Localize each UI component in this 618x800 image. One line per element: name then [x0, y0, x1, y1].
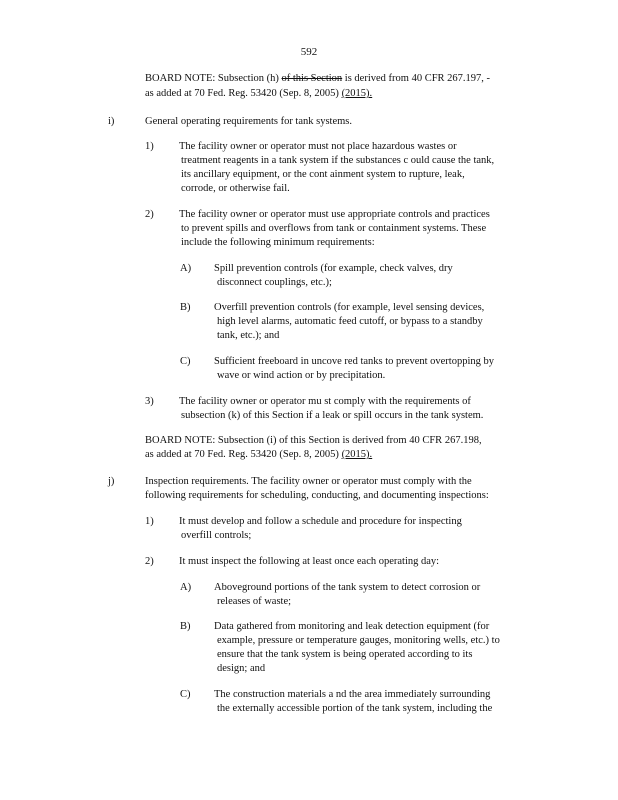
board-note-h-text-a: BOARD NOTE: Subsection (h) — [145, 73, 279, 84]
item-i-2-C-label: C) — [180, 356, 191, 367]
item-i-3-line-1: The facility owner or operator mu st comply with the requirements of — [179, 396, 471, 407]
item-j-2-B-line-3: ensure that the tank system is being operated according to its — [217, 649, 473, 660]
item-i-2-line-3: include the following minimum requirements: — [181, 237, 375, 248]
item-i-1-line-3: its ancillary equipment, or the cont ainment system to rupture, leak, — [181, 169, 465, 180]
item-i-2-label: 2) — [145, 209, 154, 220]
item-j-2-B-line-2: example, pressure or temperature gauges, monitoring wells, etc.) to — [217, 635, 500, 646]
item-i-1-line-2: treatment reagents in a tank system if the substances c ould cause the tank, — [181, 155, 495, 166]
item-i-2-B-label: B) — [180, 302, 191, 313]
board-note-h-line-1 — [145, 73, 490, 85]
item-i-2-line-2: to prevent spills and overflows from tank or containment systems. These — [181, 223, 487, 234]
section-j-label: j) — [108, 476, 115, 487]
item-j-2-A-line-2: releases of waste; — [217, 596, 292, 607]
item-j-2-C-line-2: the externally accessible portion of the tank system, including the — [217, 703, 493, 714]
item-i-1-label: 1) — [145, 141, 154, 152]
board-note-i-amendment-year: (2015). — [341, 449, 373, 460]
board-note-h-citation: as added at 70 Fed. Reg. 53420 (Sep. 8, 2005) — [145, 88, 339, 99]
item-i-2-B-line-3: tank, etc.); and — [217, 330, 280, 341]
board-note-i-line-2 — [145, 449, 372, 461]
board-note-h-line-2 — [145, 88, 372, 100]
item-i-1-line-4: corrode, or otherwise fail. — [181, 183, 290, 194]
item-i-2-B-line-1: Overfill prevention controls (for example, level sensing devices, — [214, 302, 485, 313]
item-i-2-A-line-1: Spill prevention controls (for example, check valves, dry — [214, 263, 453, 274]
item-j-2-line-1: It must inspect the following at least once each operating day: — [179, 556, 440, 567]
board-note-i-citation: as added at 70 Fed. Reg. 53420 (Sep. 8, 2005) — [145, 449, 339, 460]
item-j-2-C-label: C) — [180, 689, 191, 700]
item-j-2-C-line-1: The construction materials a nd the area immediately surrounding — [214, 689, 491, 700]
item-i-2-A-label: A) — [180, 263, 192, 274]
item-i-2-A-line-2: disconnect couplings, etc.); — [217, 277, 332, 288]
item-j-2-A-label: A) — [180, 582, 192, 593]
board-note-h-text-b: is derived from 40 CFR 267.197, - — [344, 73, 491, 84]
item-j-1-line-1: It must develop and follow a schedule and procedure for inspecting — [179, 516, 462, 527]
item-j-2-B-label: B) — [180, 621, 191, 632]
section-j-line-1: Inspection requirements. The facility owner or operator must comply with the — [145, 476, 472, 487]
board-note-h-struck-text: of this Section — [281, 73, 343, 84]
item-i-3-line-2: subsection (k) of this Section if a leak or spill occurs in the tank system. — [181, 410, 484, 421]
item-j-2-label: 2) — [145, 556, 154, 567]
section-i-heading: General operating requirements for tank systems. — [145, 116, 353, 127]
page-number: 592 — [300, 46, 318, 58]
item-i-2-C-line-2: wave or wind action or by precipitation. — [217, 370, 386, 381]
board-note-h-amendment-year: (2015). — [341, 88, 373, 99]
board-note-i-line-1: BOARD NOTE: Subsection (i) of this Section is derived from 40 CFR 267.198, — [145, 435, 482, 446]
item-j-1-line-2: overfill controls; — [181, 530, 252, 541]
item-i-3-label: 3) — [145, 396, 154, 407]
item-j-2-B-line-4: design; and — [217, 663, 266, 674]
item-i-2-line-1: The facility owner or operator must use appropriate controls and practices — [179, 209, 490, 220]
item-i-2-C-line-1: Sufficient freeboard in uncove red tanks to prevent overtopping by — [214, 356, 495, 367]
item-i-2-B-line-2: high level alarms, automatic feed cutoff, or bypass to a standby — [217, 316, 483, 327]
item-j-2-B-line-1: Data gathered from monitoring and leak detection equipment (for — [214, 621, 490, 632]
section-i-label: i) — [108, 116, 115, 127]
item-j-1-label: 1) — [145, 516, 154, 527]
item-j-2-A-line-1: Aboveground portions of the tank system to detect corrosion or — [214, 582, 481, 593]
section-j-line-2: following requirements for scheduling, conducting, and documenting inspections: — [145, 490, 489, 501]
item-i-1-line-1: The facility owner or operator must not place hazardous wastes or — [179, 141, 457, 152]
